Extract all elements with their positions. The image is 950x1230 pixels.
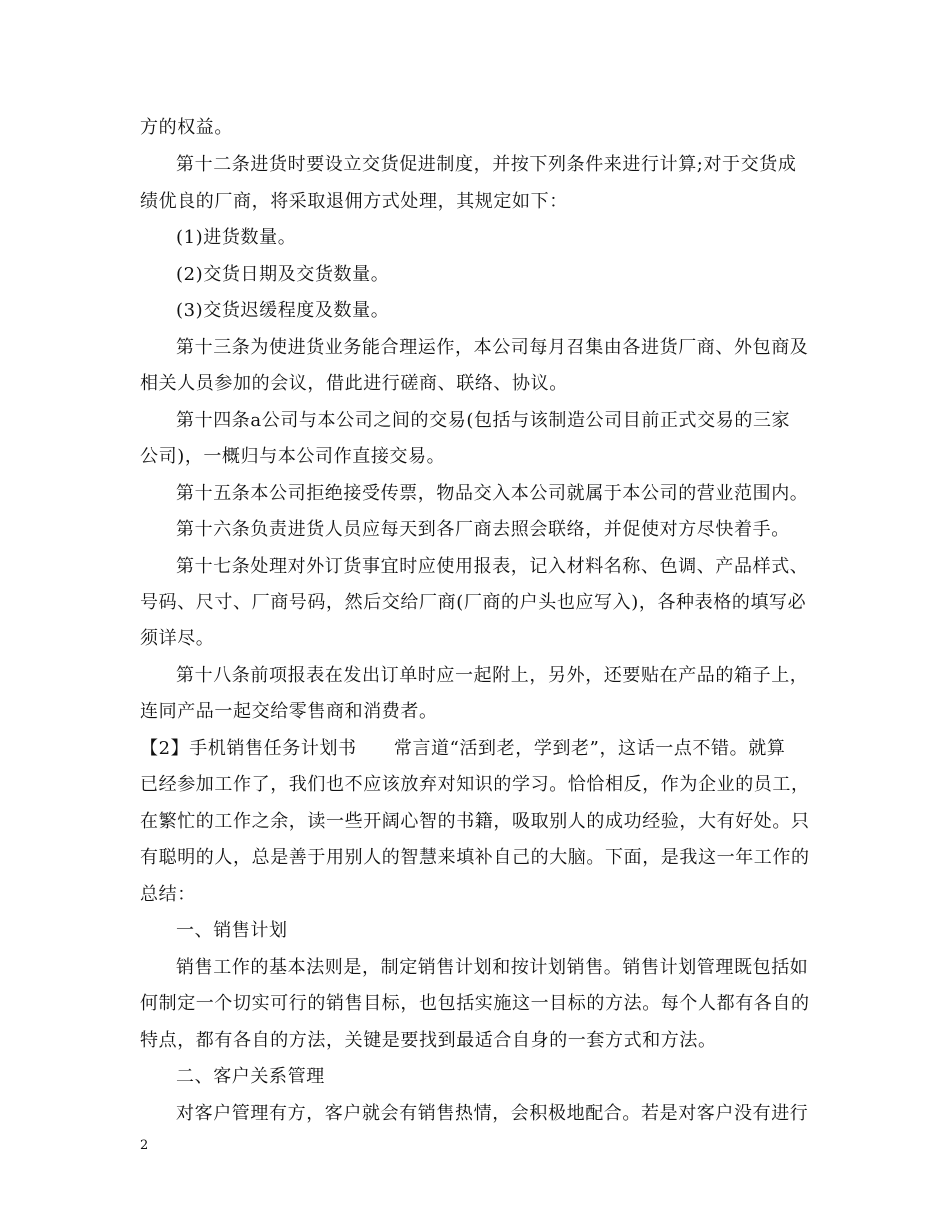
text-line: 相关人员参加的会议，借此进行磋商、联络、协议。 bbox=[140, 373, 568, 394]
text-line: 在繁忙的工作之余，读一些开阔心智的书籍，吸取别人的成功经验，大有好处。只 bbox=[140, 811, 810, 832]
text-line: 号码、尺寸、厂商号码，然后交给厂商(厂商的户头也应写入)，各种表格的填写必 bbox=[140, 592, 807, 613]
text-line: 第十四条a公司与本公司之间的交易(包括与该制造公司目前正式交易的三家 bbox=[176, 410, 791, 431]
text-line: (1)进货数量。 bbox=[176, 227, 297, 248]
text-line: 有聪明的人，总是善于用别人的智慧来填补自己的大脑。下面，是我这一年工作的 bbox=[140, 847, 810, 868]
section-heading-line: 【2】手机销售任务计划书 常言道“活到老，学到老”，这话一点不错。就算 bbox=[140, 738, 786, 759]
text-line: 销售工作的基本法则是，制定销售计划和按计划销售。销售计划管理既包括如 bbox=[176, 957, 809, 978]
text-line: 绩优良的厂商，将采取退佣方式处理，其规定如下： bbox=[140, 191, 568, 212]
text-line: 何制定一个切实可行的销售目标，也包括实施这一目标的方法。每个人都有各自的 bbox=[140, 993, 810, 1014]
subheading-line: 一、销售计划 bbox=[176, 920, 288, 941]
text-line: (3)交货迟缓程度及数量。 bbox=[176, 300, 390, 321]
text-line: 特点，都有各自的方法，关键是要找到最适合自身的一套方式和方法。 bbox=[140, 1030, 717, 1051]
page-number: 2 bbox=[140, 1138, 149, 1153]
text-line: 第十六条负责进货人员应每天到各厂商去照会联络，并促使对方尽快着手。 bbox=[176, 519, 790, 540]
text-line: 第十五条本公司拒绝接受传票，物品交入本公司就属于本公司的营业范围内。 bbox=[176, 483, 809, 504]
text-line: 公司)，一概归与本公司作直接交易。 bbox=[140, 446, 446, 467]
subheading-line: 二、客户关系管理 bbox=[176, 1066, 325, 1087]
text-line: 第十三条为使进货业务能合理运作，本公司每月召集由各进货厂商、外包商及 bbox=[176, 337, 809, 358]
text-line: 方的权益。 bbox=[140, 117, 233, 138]
text-line: 连同产品一起交给零售商和消费者。 bbox=[140, 701, 438, 722]
text-line: 第十八条前项报表在发出订单时应一起附上，另外，还要贴在产品的箱子上， bbox=[176, 665, 809, 686]
text-line: 第十二条进货时要设立交货促进制度，并按下列条件来进行计算;对于交货成 bbox=[176, 154, 797, 175]
text-line: 第十七条处理对外订货事宜时应使用报表，记入材料名称、色调、产品样式、 bbox=[176, 556, 809, 577]
text-line: 总结： bbox=[140, 884, 196, 905]
text-line: 对客户管理有方，客户就会有销售热情，会积极地配合。若是对客户没有进行 bbox=[176, 1103, 809, 1124]
text-line: 已经参加工作了，我们也不应该放弃对知识的学习。恰恰相反，作为企业的员工， bbox=[140, 774, 810, 795]
text-line: 须详尽。 bbox=[140, 628, 215, 649]
text-line: (2)交货日期及交货数量。 bbox=[176, 264, 390, 285]
